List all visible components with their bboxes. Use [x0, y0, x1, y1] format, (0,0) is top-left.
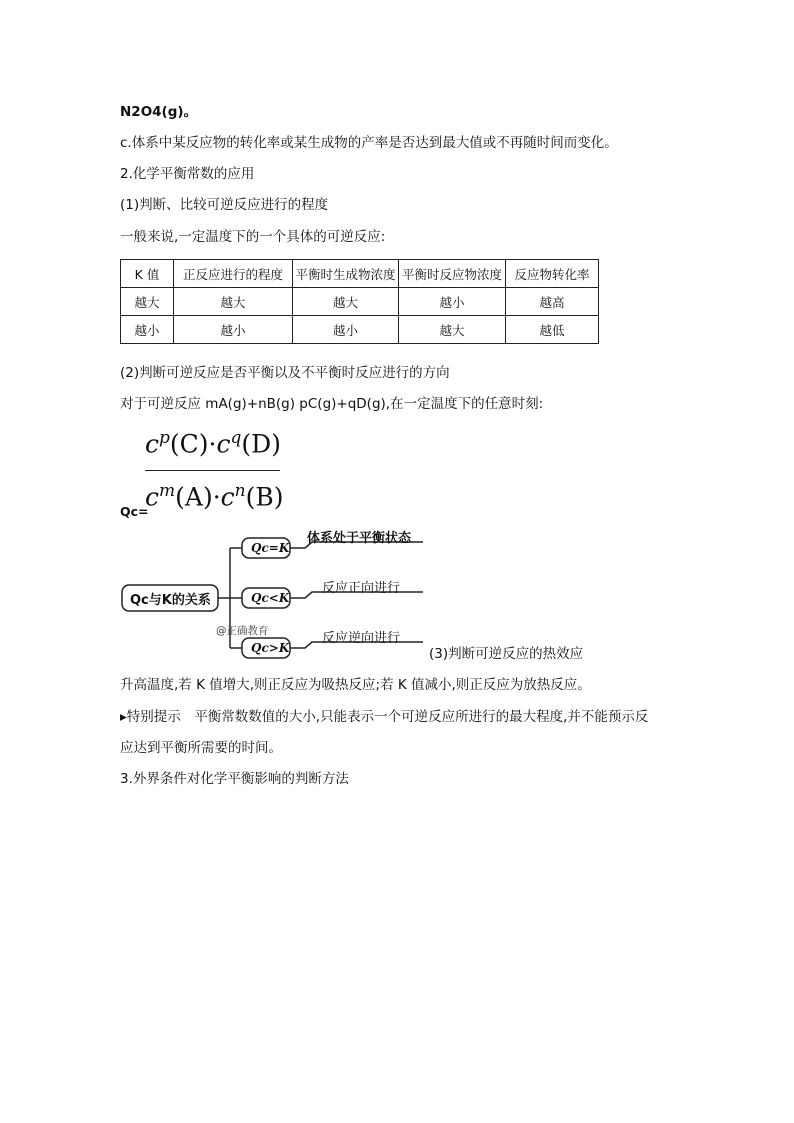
- subsection-heading-3: (3)判断可逆反应的热效应: [429, 646, 584, 662]
- table-row: [121, 316, 599, 344]
- diagram-condition-label: Qc>K: [251, 641, 290, 655]
- diagram-result-label: 反应正向进行: [322, 581, 401, 596]
- k-value-table: [120, 259, 599, 344]
- table-header-cell: K 值: [121, 260, 174, 288]
- table-cell: 越低: [506, 316, 599, 344]
- table-cell: 越大: [293, 288, 399, 316]
- diagram-result-label: 体系处于平衡状态: [307, 531, 412, 546]
- section-heading-2: 2.化学平衡常数的应用: [120, 166, 255, 182]
- text-line-9: 升高温度,若 K 值增大,则正反应为吸热反应;若 K 值减小,则正反应为放热反应。: [120, 677, 591, 693]
- table-cell: 越大: [174, 288, 293, 316]
- subsection-heading-2: (2)判断可逆反应是否平衡以及不平衡时反应进行的方向: [120, 365, 450, 381]
- table-header-cell: 反应物转化率: [506, 260, 599, 288]
- table-cell: 越高: [506, 288, 599, 316]
- section-heading-3: 3.外界条件对化学平衡影响的判断方法: [120, 771, 349, 787]
- formula-numerator: $c^p(C)\cdot c^q(D)$: [145, 428, 281, 459]
- special-note: ▸特别提示 平衡常数数值的大小,只能表示一个可逆反应所进行的最大程度,并不能预示反: [120, 709, 649, 725]
- table-cell: 越大: [121, 288, 174, 316]
- table-header-cell: 平衡时生成物浓度: [293, 260, 399, 288]
- text-line-5: 一般来说,一定温度下的一个具体的可逆反应:: [120, 229, 386, 245]
- table-cell: 越小: [293, 316, 399, 344]
- formula-denominator: $c^m(A)\cdot c^n(B)$: [145, 481, 284, 512]
- table-header-row: [121, 260, 599, 288]
- table-row: [121, 288, 599, 316]
- fraction-bar: [145, 470, 280, 471]
- text-line-11: 应达到平衡所需要的时间。: [120, 740, 282, 756]
- diagram-condition-label: Qc<K: [251, 591, 290, 605]
- table-cell: 越大: [399, 316, 506, 344]
- diagram-root-label: Qc与K的关系: [130, 593, 211, 608]
- text-line-7: 对于可逆反应 mA(g)+nB(g) pC(g)+qD(g),在一定温度下的任意时刻:: [120, 396, 544, 412]
- watermark: @正确教育: [216, 625, 269, 637]
- table-cell: 越小: [121, 316, 174, 344]
- diagram-result-label: 反应逆向进行: [322, 631, 401, 646]
- table-header-cell: 平衡时反应物浓度: [399, 260, 506, 288]
- table-cell: 越小: [399, 288, 506, 316]
- text-line-2: c.体系中某反应物的转化率或某生成物的产率是否达到最大值或不再随时间而变化。: [120, 135, 618, 151]
- diagram-condition-label: Qc=K: [251, 541, 290, 555]
- qc-label: Qc=: [120, 504, 149, 519]
- table-header-cell: 正反应进行的程度: [174, 260, 293, 288]
- subsection-heading-1: (1)判断、比较可逆反应进行的程度: [120, 197, 329, 213]
- table-cell: 越小: [174, 316, 293, 344]
- text-line-1: N2O4(g)。: [120, 104, 198, 120]
